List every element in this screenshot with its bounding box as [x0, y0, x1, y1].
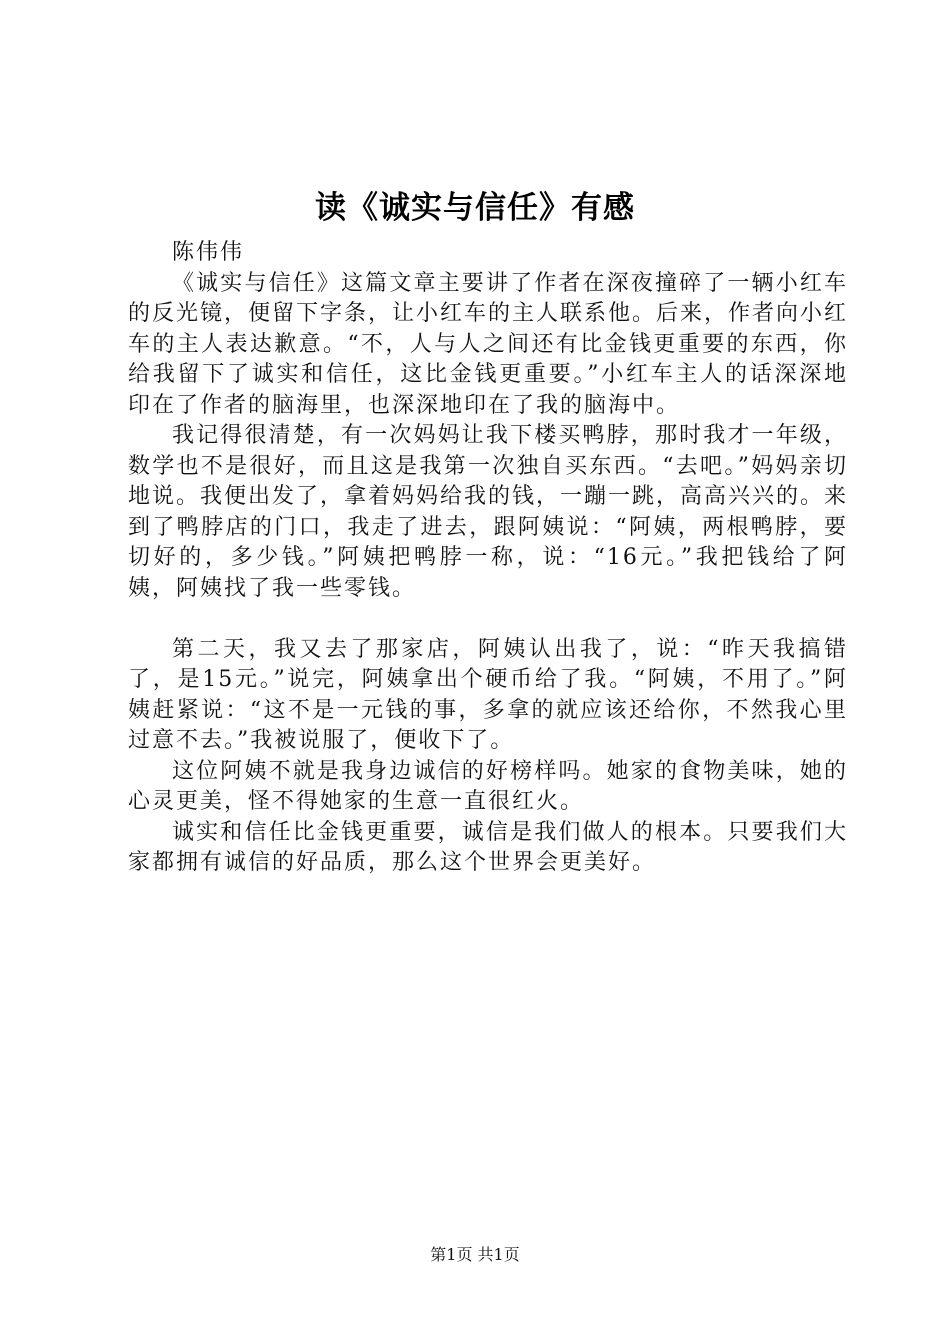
paragraph-1: 《诚实与信任》这篇文章主要讲了作者在深夜撞碎了一辆小红车的反光镜，便留下字条，让小红车的主人联系他。后来，作者向小红车的主人表达歉意。“不，人与人之间还有比金钱更重要的东西，你给我留下了诚实和信任，这比金钱更重要。”小红车主人的话深深地印在了作者的脑海里，也深深地印在了我的脑海中。 — [128, 270, 849, 418]
document-title: 读《诚实与信任》有感 — [315, 190, 635, 226]
paragraph-4: 这位阿姨不就是我身边诚信的好榜样吗。她家的食物美味，她的心灵更美，怪不得她家的生意一直很红火。 — [128, 758, 848, 814]
page-number-footer: 第1页 共1页 — [430, 1245, 520, 1264]
document-body — [128, 238, 848, 879]
paragraph-3: 第二天，我又去了那家店，阿姨认出我了，说：“昨天我搞错了，是15元。”说完，阿姨拿出个硬币给了我。“阿姨，不用了。”阿姨赶紧说：“这不是一元钱的事，多拿的就应该还给你，不然我心里过意不去。”我被说服了，便收下了。 — [128, 636, 848, 753]
paragraph-2: 我记得很清楚，有一次妈妈让我下楼买鸭脖，那时我才一年级，数学也不是很好，而且这是我第一次独自买东西。“去吧。”妈妈亲切地说。我便出发了，拿着妈妈给我的钱，一蹦一跳，高高兴兴的。来到了鸭脖店的门口，我走了进去，跟阿姨说：“阿姨，两根鸭脖，要切好的，多少钱。”阿姨把鸭脖一称，说：“16元。”我把钱给了阿姨，阿姨找了我一些零钱。 — [128, 423, 849, 601]
paragraph-5: 诚实和信任比金钱更重要，诚信是我们做人的根本。只要我们大家都拥有诚信的好品质，那么这个世界会更美好。 — [128, 819, 848, 875]
author-name: 陈伟伟 — [172, 240, 245, 265]
paragraph-gap — [128, 604, 848, 635]
